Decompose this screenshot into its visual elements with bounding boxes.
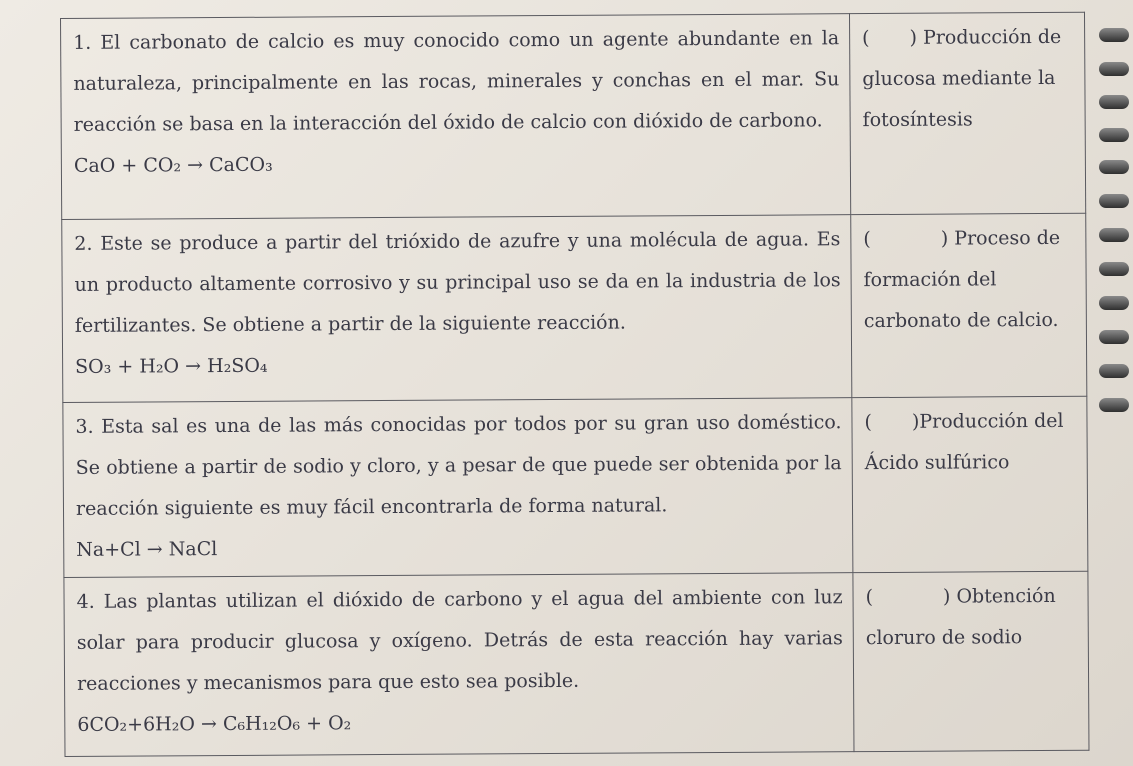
close-paren: )	[909, 26, 918, 49]
close-paren: )	[911, 410, 920, 433]
table-row	[64, 571, 1089, 756]
option-label-4: Obtención cloruro de sodio	[865, 584, 1056, 650]
table-row	[62, 213, 1087, 402]
question-cell-2	[62, 215, 852, 403]
formula-4: 6CO₂+6H₂O → C₆H₁₂O₆ + O₂	[77, 712, 352, 736]
option-cell-1[interactable]	[849, 12, 1085, 214]
question-cell-3	[63, 398, 853, 578]
spiral-ring-icon	[1099, 364, 1129, 378]
spiral-ring-icon	[1099, 62, 1129, 76]
close-paren: )	[942, 585, 951, 608]
spiral-ring-icon	[1099, 262, 1129, 276]
spiral-ring-icon	[1099, 28, 1129, 42]
spiral-ring-icon	[1099, 194, 1129, 208]
option-label-3: Producción del Ácido sulfúrico	[864, 409, 1064, 475]
spiral-ring-icon	[1099, 128, 1129, 142]
open-paren: (	[862, 27, 870, 50]
spiral-ring-icon	[1099, 228, 1129, 242]
spiral-ring-icon	[1099, 296, 1129, 310]
question-text-4: 4. Las plantas utilizan el dióxido de carbono y el agua del ambiente con luz solar para producir glucosa y oxígeno. Detrás de esta reacción hay varias reacciones y mecanismos para que esto sea posible.	[76, 586, 843, 695]
question-text-1: 1. El carbonato de calcio es muy conocido como un agente abundante en la naturaleza, principalmente en las rocas, minerales y conchas en el mar. Su reacción se basa en la interacción del óxido de calcio con dióxido de carbono.	[73, 27, 840, 136]
spiral-ring-icon	[1099, 398, 1129, 412]
matching-table	[60, 12, 1089, 757]
question-text-2: 2. Este se produce a partir del trióxido de azufre y una molécula de agua. Es un producto altamente corrosivo y su principal uso se da en la industria de los fertilizantes. Se obtiene a partir de la siguiente reacción.	[74, 228, 841, 337]
open-paren: (	[864, 411, 872, 434]
option-cell-4[interactable]	[853, 571, 1089, 751]
question-cell-4	[64, 573, 854, 757]
formula-1: CaO + CO₂ → CaCO₃	[73, 153, 273, 177]
spiral-ring-icon	[1099, 95, 1129, 109]
close-paren: )	[940, 227, 949, 250]
formula-3: Na+Cl → NaCl	[76, 538, 218, 561]
open-paren: (	[865, 586, 874, 609]
option-cell-3[interactable]	[852, 396, 1088, 572]
question-cell-1	[61, 14, 851, 220]
table-row	[63, 396, 1088, 577]
option-label-1: Producción de glucosa mediante la fotosíntesis	[862, 25, 1062, 132]
option-cell-2[interactable]	[851, 213, 1087, 397]
option-label-2: Proceso de formación del carbonato de calcio.	[863, 226, 1061, 333]
spiral-ring-icon	[1099, 160, 1129, 174]
table-row	[61, 12, 1086, 219]
open-paren: (	[863, 228, 871, 251]
question-text-3: 3. Esta sal es una de las más conocidas por todos por su gran uso doméstico. Se obtiene a partir de sodio y cloro, y a pesar de que puede ser obtenida por la reacción siguiente es muy fácil encontrarla de forma natural.	[75, 411, 842, 520]
spiral-ring-icon	[1099, 330, 1129, 344]
formula-2: SO₃ + H₂O → H₂SO₄	[75, 354, 268, 378]
spiral-binding	[1093, 0, 1133, 766]
